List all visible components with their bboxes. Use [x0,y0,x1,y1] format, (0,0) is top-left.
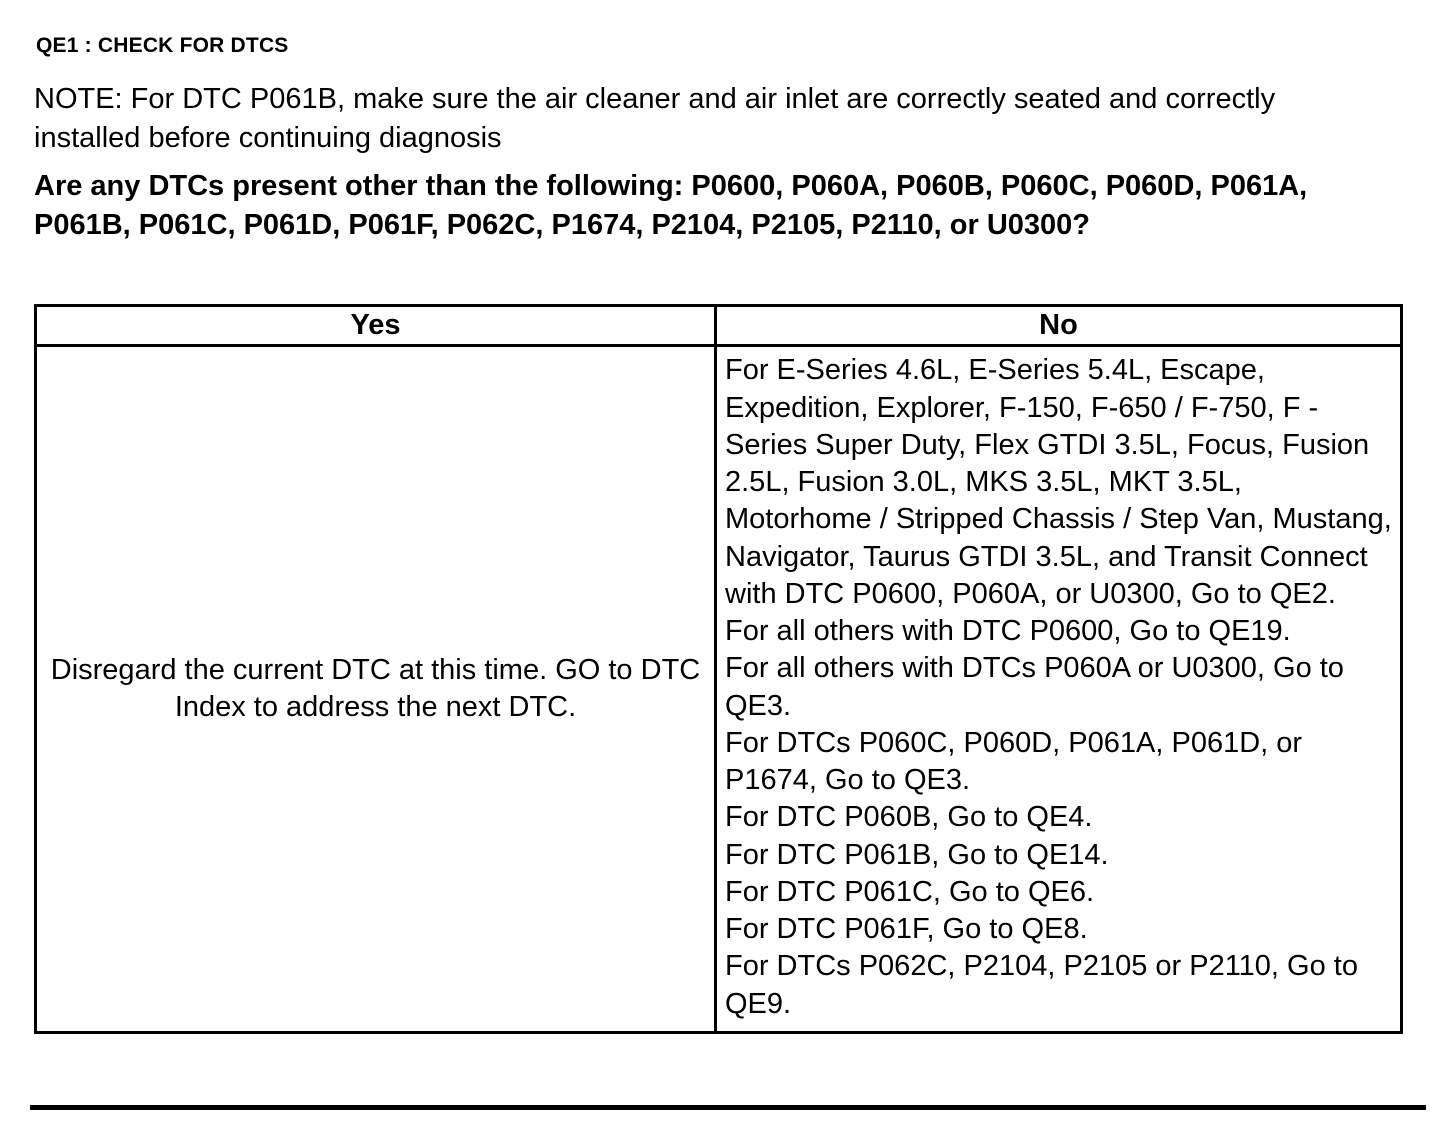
no-cell-line: For DTC P061F, Go to QE8. [725,913,1088,945]
no-cell-line: For E-Series 4.6L, E-Series 5.4L, Escape, Expedition, Explorer, F-150, F-650 / F-750, F -Series Super Duty, Flex GTDI 3.5L, Focus, Fusion 2.5L, Fusion 3.0L, MKS 3.5L, MKT 3.5L, Motorhome / Stripped Chassis / Step Van, Mustang, Navigator, Taurus GTDI 3.5L, and Transit Connect with DTC P0600, P060A, or U0300, Go to QE2. [725,354,1392,610]
table-body-row [36,346,1402,1033]
note-text: NOTE: For DTC P061B, make sure the air cleaner and air inlet are correctly seated and correctly installed before continuing diagnosis [34,83,1276,154]
column-header-yes: Yes [36,306,716,346]
no-cell-line: For DTCs P060C, P060D, P061A, P061D, or P1674, Go to QE3. [725,726,1303,796]
no-cell-line: For DTC P061C, Go to QE6. [725,875,1095,908]
no-cell-line: For all others with DTC P0600, Go to QE19. [725,615,1291,647]
page-title: QE1 : CHECK FOR DTCS [36,34,289,57]
decision-table [34,304,1403,1034]
no-cell-line: For DTC P060B, Go to QE4. [725,801,1093,834]
table-header-row [36,306,1402,346]
no-cell-line: For all others with DTCs P060A or U0300, Go to QE3. [725,652,1344,722]
yes-cell: Disregard the current DTC at this time. GO to DTC Index to address the next DTC. [36,346,716,1033]
no-cell-line: For DTCs P062C, P2104, P2105 or P2110, Go to QE9. [725,950,1358,1020]
question-text: Are any DTCs present other than the following: P0600, P060A, P060B, P060C, P060D, P061A, P061B, P061C, P061D, P061F, P062C, P1674, P2104, P2105, P2110, or U0300? [34,170,1308,241]
no-cell-line: For DTC P061B, Go to QE14. [725,838,1109,871]
bottom-divider [30,1105,1426,1110]
column-header-no: No [716,306,1402,346]
no-cell [716,346,1402,1033]
